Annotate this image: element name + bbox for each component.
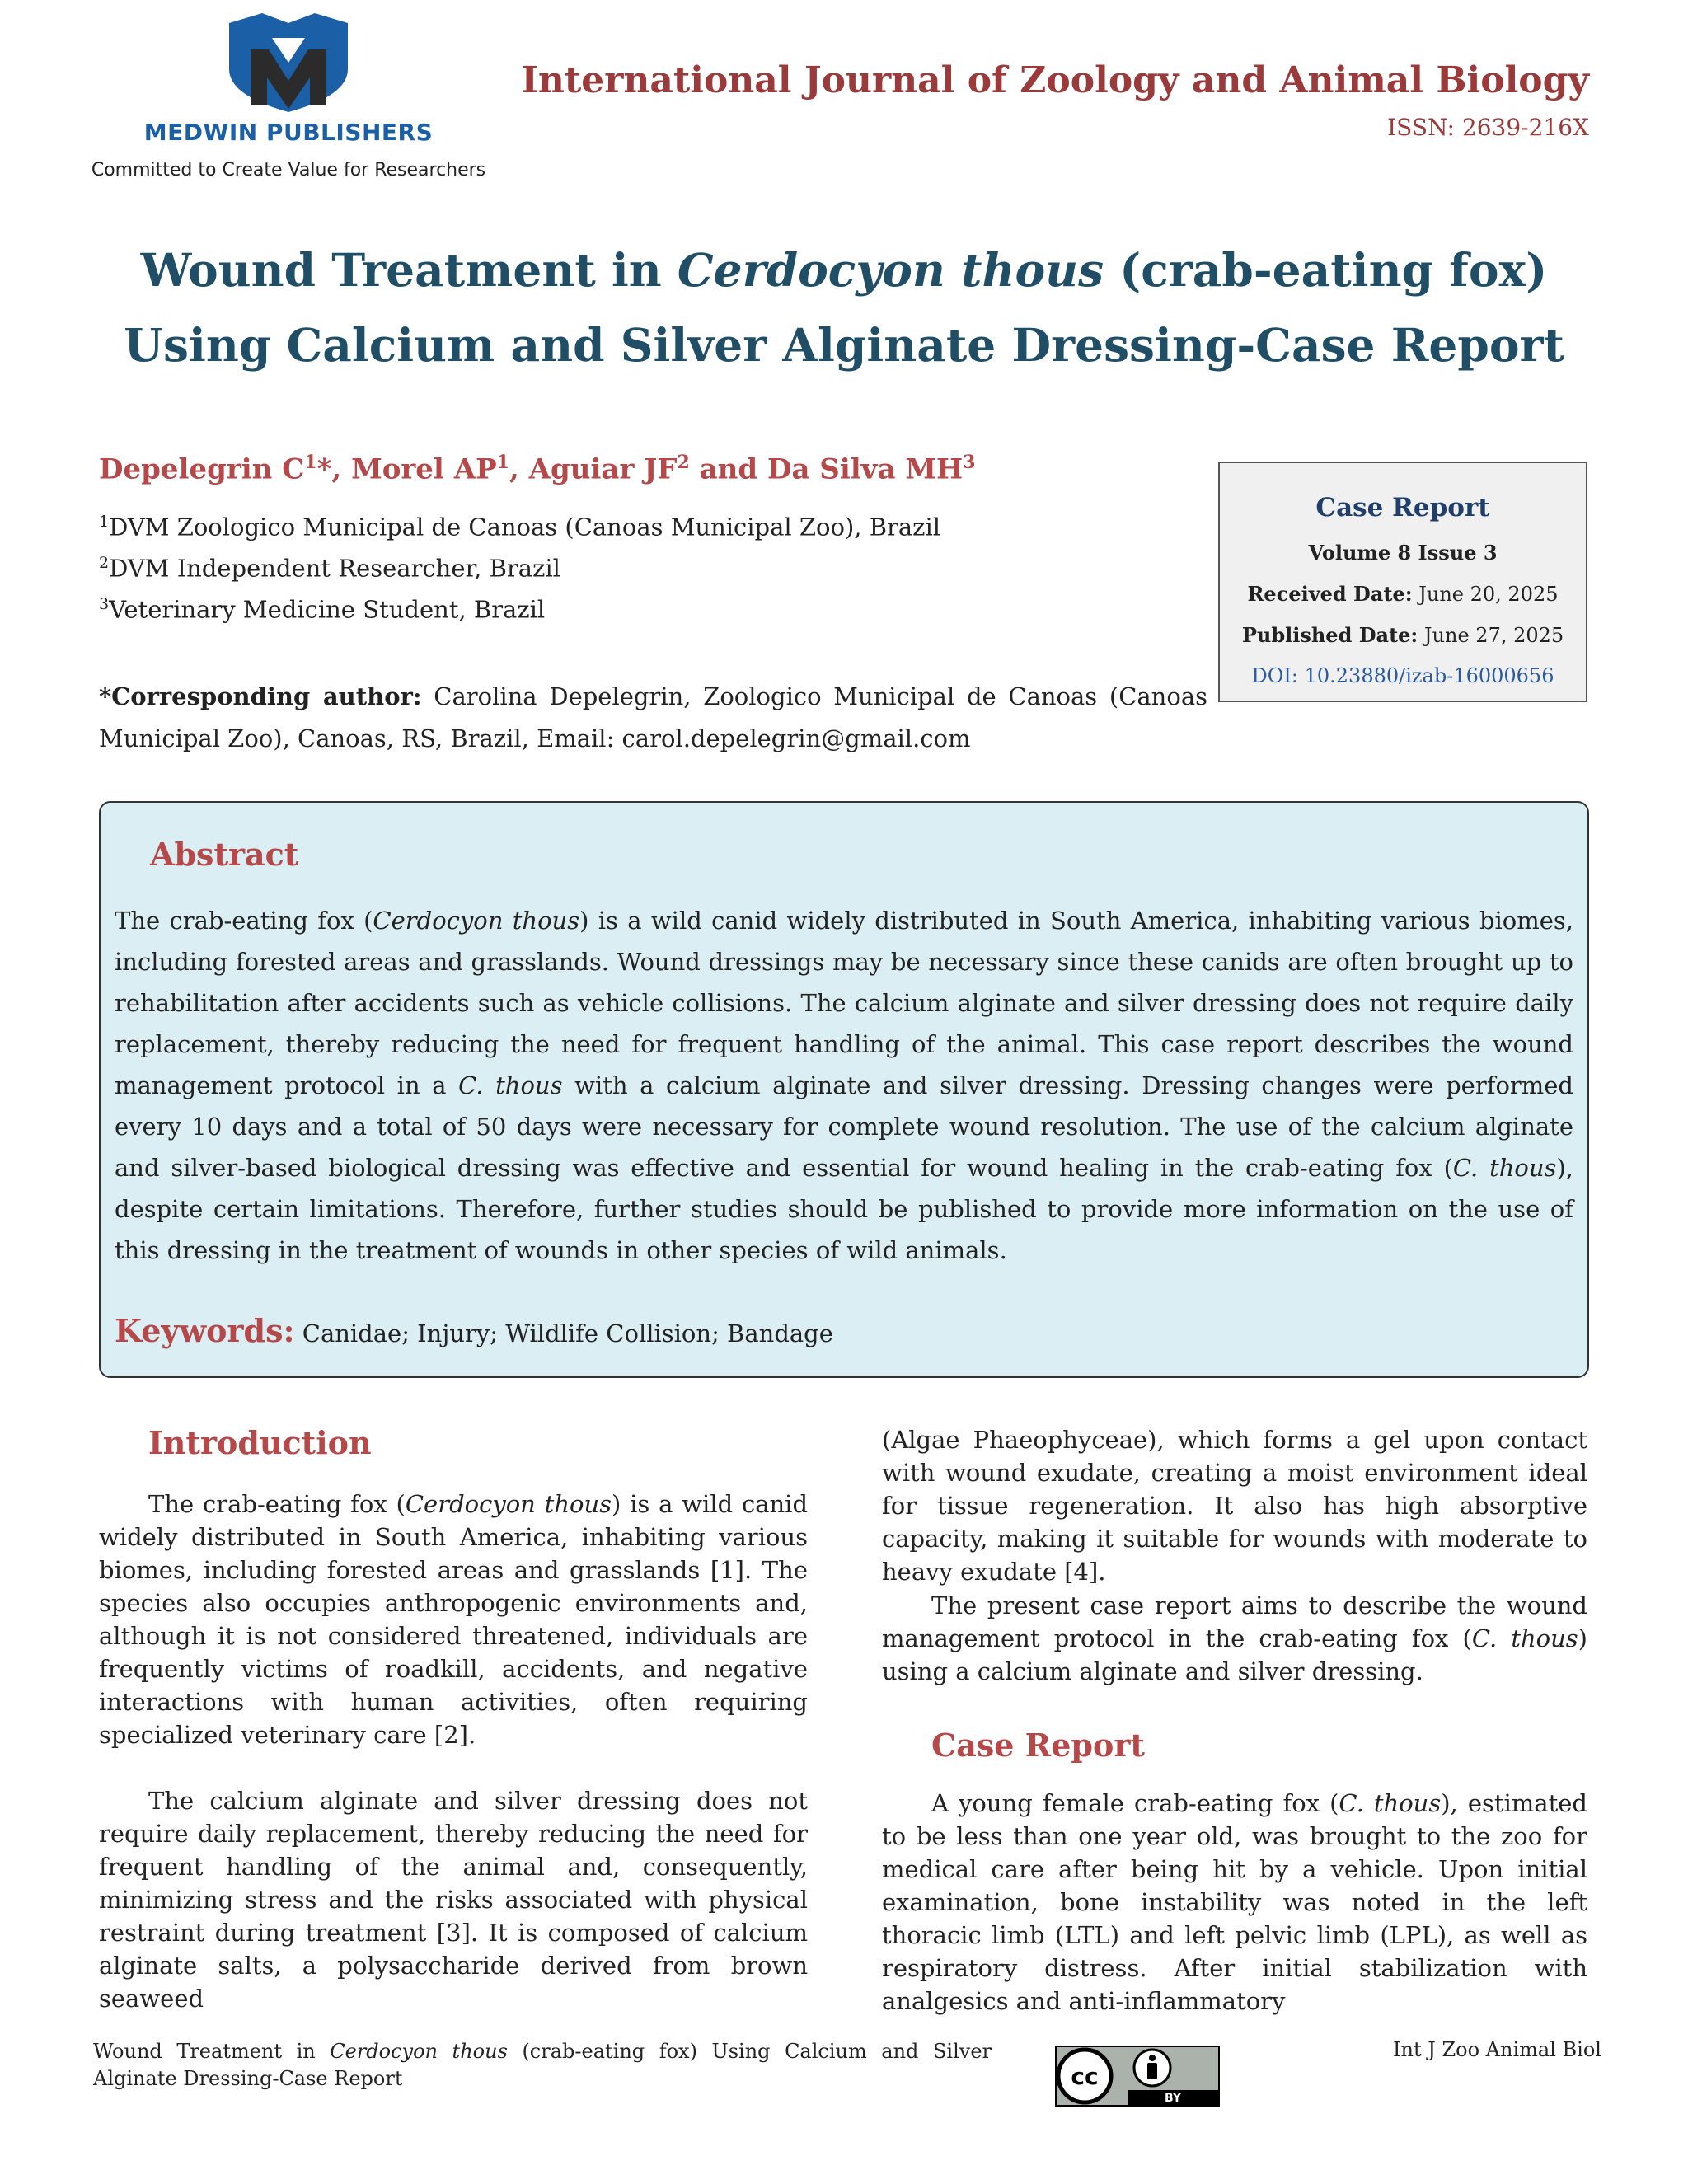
author-list [99,452,975,485]
affiliation [99,554,560,583]
body-paragraph [882,1787,1587,2018]
text-run: The present case report aims to describe the wound management protocol in the crab-eating fox ( [882,1591,1587,1652]
abstract-heading: Abstract [150,836,299,873]
cc-by-license-badge[interactable] [1055,2046,1220,2107]
text-run: ) using a calcium alginate and silver dressing. [882,1624,1587,1685]
article-type: Case Report [1315,493,1490,523]
doi-link[interactable]: DOI: 10.23880/izab-16000656 [1251,664,1554,687]
author-name: Aguiar JF [528,452,678,486]
italic-term: C. thous [1471,1624,1578,1652]
published-value: June 27, 2025 [1418,624,1564,647]
license-label: BY [1164,2092,1182,2105]
text-run: Wound Treatment in [93,2040,331,2063]
italic-term: Cerdocyon thous [405,1490,612,1518]
title-part-1: Wound Treatment in [140,243,678,297]
keywords [115,1312,833,1349]
article-info-box [1218,462,1587,702]
corresponding-details: Carolina Depelegrin, Zoologico Municipal de Canoas (Canoas Municipal Zoo), Canoas, RS, Brazil, Email: carol.depelegrin@gmail.com [99,682,1207,752]
journal-title: International Journal of Zoology and Animal Biology [521,59,1589,101]
author-affil-mark: 1 [304,452,317,473]
affiliation-text: DVM Zoologico Municipal de Canoas (Canoas Municipal Zoo), Brazil [109,513,941,541]
author-affil-mark: 2 [677,452,690,473]
medwin-shield-m-icon [223,12,354,112]
received-date [1220,582,1586,606]
journal-issn: ISSN: 2639-216X [1387,114,1589,141]
affiliation [99,595,545,624]
text-run: The crab-eating fox ( [115,907,373,935]
italic-term: C. thous [1339,1789,1442,1817]
text-run: with a calcium alginate and silver dressing. Dressing changes were performed every 10 days and a total of 50 days were necessary for complete wound resolution. The use of the calcium alginate and silver-based biological dressing was effective and essential for wound healing in the crab-eating fox ( [115,1071,1573,1182]
cc-by-icon [1055,2046,1220,2107]
text-run: A young female crab-eating fox ( [931,1789,1339,1817]
svg-text:cc: cc [1071,2063,1099,2090]
author-affil-mark: 1 [496,452,509,473]
affiliation [99,513,940,541]
text-run: ) is a wild canid widely distributed in South America, inhabiting various biomes, including forested areas and grasslands [1]. The species also occupies anthropogenic environments and, although it is not considered threatened, individuals are frequently victims of roadkill, accidents, and negative interactions with human activities, often requiring specialized veterinary care [2]. [99,1490,809,1749]
affiliation-text: DVM Independent Researcher, Brazil [109,554,560,583]
author-affil-mark: 3 [963,452,976,473]
publisher-logo [91,12,486,180]
affiliation-text: Veterinary Medicine Student, Brazil [109,595,546,624]
italic-term: Cerdocyon thous [330,2040,508,2063]
received-value: June 20, 2025 [1412,583,1559,606]
italic-term: Cerdocyon thous [373,907,580,935]
affiliation-mark: 3 [99,595,110,613]
abstract-box [99,801,1589,1378]
italic-term: C. thous [1452,1154,1557,1182]
title-species: Cerdocyon thous [677,243,1104,297]
keywords-list: Canidae; Injury; Wildlife Collision; Bandage [294,1319,833,1347]
italic-term: C. thous [458,1071,563,1099]
footer-journal-abbrev: Int J Zoo Animal Biol [1393,2038,1601,2061]
publisher-name: MEDWIN PUBLISHERS [143,119,434,146]
published-date [1220,623,1586,647]
author-separator: *, [316,452,352,486]
corresponding-author [99,676,1207,760]
text-run: ), despite certain limitations. Therefore, further studies should be published to provide more information on the use of this dressing in the treatment of wounds in other species of wild animals. [115,1154,1573,1264]
footer-article-title [93,2038,992,2093]
affiliation-mark: 2 [99,554,110,572]
body-paragraph [99,1784,808,2015]
affiliation-mark: 1 [99,513,110,531]
author-name: Depelegrin C [99,452,305,486]
text-run: The calcium alginate and silver dressing does not require daily replacement, thereby reducing the need for frequent handling of the animal and, consequently, minimizing stress and the risks associated with physical restraint during treatment [3]. It is composed of calcium alginate salts, a polysaccharide derived from brown seaweed [99,1787,808,2013]
corresponding-label: *Corresponding author: [99,682,422,710]
author-separator: , [509,452,529,486]
case-report-heading: Case Report [931,1727,1145,1764]
received-label: Received Date: [1247,582,1413,606]
author-name: Morel AP [351,452,497,486]
author-name: Da Silva MH [767,452,964,486]
keywords-label: Keywords: [115,1312,295,1349]
volume-issue: Volume 8 Issue 3 [1308,541,1498,565]
published-label: Published Date: [1241,623,1418,647]
publisher-tagline: Committed to Create Value for Researchers [91,160,486,180]
text-run: ), estimated to be less than one year old, was brought to the zoo for medical care after being hit by a vehicle. Upon initial examination, bone instability was noted in the left thoracic limb (LTL) and left pelvic limb (LPL), as well as respiratory distress. After initial stabilization with analgesics and anti-inflammatory [882,1789,1587,2015]
text-run: The crab-eating fox ( [148,1490,406,1518]
title-part-2: (crab-eating fox) Using Calcium and Silver Alginate Dressing-Case Report [124,243,1564,372]
text-run: (Algae Phaeophyceae), which forms a gel upon contact with wound exudate, creating a moist environment ideal for tissue regeneration. It also has high absorptive capacity, making it suitable for wounds with moderate to heavy exudate [4]. [882,1426,1587,1586]
introduction-heading: Introduction [148,1424,372,1461]
article-title [99,232,1589,382]
abstract-text [115,900,1573,1271]
body-paragraph [882,1589,1587,1688]
text-run: ) is a wild canid widely distributed in South America, inhabiting various biomes, including forested areas and grasslands. Wound dressings may be necessary since these canids are often brought up to rehabilitation after accidents such as vehicle collisions. The calcium alginate and silver dressing does not require daily replacement, thereby reducing the need for frequent handling of the animal. This case report describes the wound management protocol in a [115,907,1574,1099]
author-separator: and [689,452,767,486]
body-paragraph [99,1488,808,1751]
body-paragraph [882,1423,1587,1588]
text-run: (crab-eating fox) Using Calcium and Silver Alginate Dressing-Case Report [93,2040,992,2090]
